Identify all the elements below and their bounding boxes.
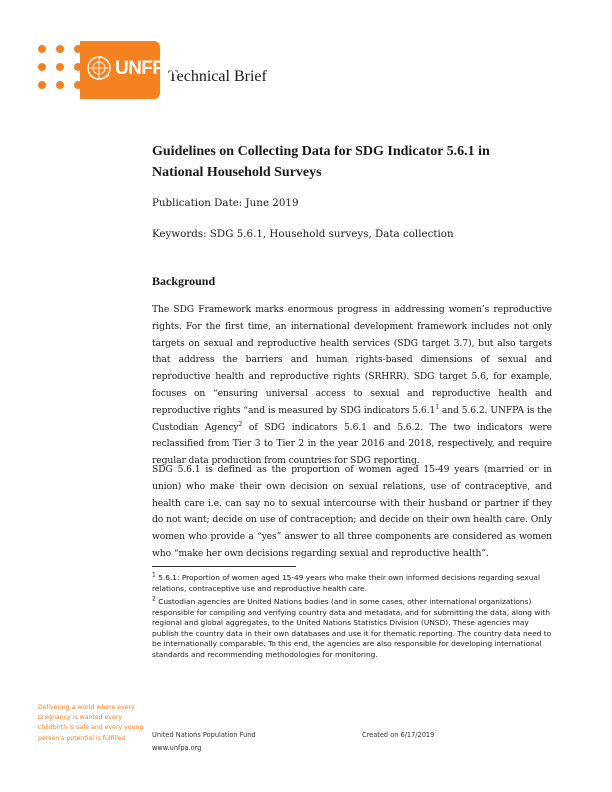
footnote-1	[152, 573, 552, 594]
document-title: Guidelines on Collecting Data for SDG Indicator 5.6.1 in National Household Surveys	[152, 144, 490, 180]
footer-created-date: Created on 6/17/2019	[362, 731, 435, 739]
footnote-ref-1[interactable]: 1	[435, 403, 439, 411]
paragraph-1-part-c: of SDG indicators 5.6.1 and 5.6.2. The two indicators were reclassified from Tier 3 to Tier 2 in the year 2016 and 2018, respectively, and require regular data production from countries for SDG reporting.	[152, 421, 552, 467]
footnote-marker: 1	[152, 571, 156, 579]
paragraph-1-part-a: The SDG Framework marks enormous progress in addressing women’s reproductive rights. For the first time, an international development framework includes not only targets on sexual and reproductive health services (SDG target 3.7), but also targets that address the barriers and human rights-based dimensions of sexual and reproductive health and reproductive rights (SRHRR). SDG target 5.6, for example, focuses on “ensuring universal access to sexual and reproductive health and reproductive rights “and is measured by SDG indicators 5.6.1	[152, 304, 552, 416]
footnote-text: Custodian agencies are United Nations bodies (and in some cases, other international organizations) responsible for compiling and verifying country data and metadata, and for submitting the data, along with regional and global aggregates, to the United Nations Statistics Division (UNSD). These agencies may publish the country data in their own databases and use it for thematic reporting. The country data need to be internationally comparable. To this end, the agencies are also responsible for developing international standards and recommending methodologies for monitoring.	[152, 597, 552, 659]
paragraph-1-part-b: and 5.6.2. UNFPA is the Custodian Agency	[152, 404, 552, 433]
footnote-divider	[152, 566, 296, 567]
header-title: Technical Brief	[168, 68, 267, 85]
paragraph-background-1	[152, 302, 552, 470]
footer-org: United Nations Population Fund	[152, 731, 256, 739]
footnote-ref-2[interactable]: 2	[238, 420, 243, 428]
logo-dots	[38, 41, 86, 97]
footnote-2	[152, 597, 552, 661]
brand-tagline: Delivering a world where every pregnancy is wanted every childbirth is safe and every young person’s potential is fulfilled	[38, 704, 144, 742]
un-emblem-icon	[84, 53, 114, 83]
paragraph-background-2: SDG 5.6.1 is defined as the proportion of women aged 15-49 years (married or in union) who make their own decision on sexual relations, use of contraceptive, and health care i.e. can say no to sexual intercourse with their husband or partner if they do not want; decide on use of contraception; and decide on their own health care. Only women who provide a “yes” answer to all three components are considered as women who “make her own decisions regarding sexual and reproductive health”.	[152, 464, 552, 559]
footnote-marker: 2	[152, 595, 156, 603]
section-heading: Background	[152, 274, 216, 288]
footer-url[interactable]: www.unfpa.org	[152, 744, 202, 752]
footnote-text: 5.6.1: Proportion of women aged 15-49 years who make their own informed decisions regarding sexual relations, contraceptive use and reproductive health care.	[152, 573, 541, 593]
publication-date: Publication Date: June 2019	[152, 197, 299, 209]
logo-wordmark: UNFPA	[115, 58, 177, 79]
keywords: Keywords: SDG 5.6.1, Household surveys, Data collection	[152, 228, 454, 240]
